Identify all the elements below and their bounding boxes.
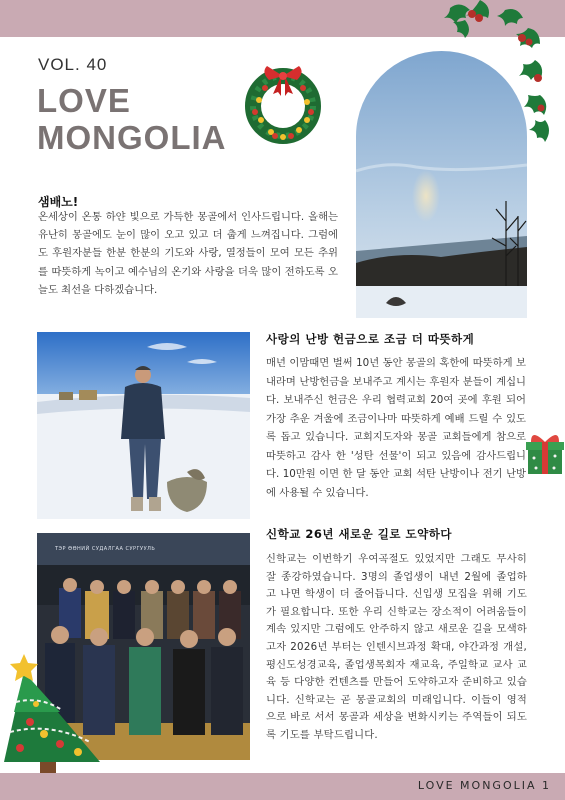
photo-man-in-snow <box>37 332 250 519</box>
page-title <box>37 82 226 156</box>
title-line-1: LOVE <box>37 82 131 119</box>
arch-photo-sun-halo <box>356 51 527 318</box>
greeting-body: 온세상이 온통 하얀 빛으로 가득한 몽골에서 인사드립니다. 올해는 유난히 몽골에도 눈이 많이 오고 있고 더 춥게 느껴집니다. 그럼에도 후원자분들 한분 한분의 기도와 사랑, 열정들이 모여 모든 추위를 따뜻하게 녹이고 예수님의 온기와 사랑을 더욱 많이 전하도록 오늘도 최선을 다하겠습니다. <box>38 211 338 296</box>
gift-icon <box>524 428 565 476</box>
section2-heading: 신학교 26년 새로운 길로 도약하다 <box>266 527 452 541</box>
volume-number: VOL. 40 <box>38 55 108 74</box>
photo-sign-text: ТЭР ӨӨНИЙ СУДАЛГАА СУРГУУЛЬ <box>55 546 156 552</box>
greeting-title: 샘배노! <box>38 195 79 209</box>
title-line-2: MONGOLIA <box>37 119 227 156</box>
christmas-tree-icon <box>0 652 110 773</box>
section1-body: 매년 이맘때면 벌써 10년 동안 몽골의 혹한에 따뜻하게 보내라며 난방헌금을 보내주고 계시는 후원자 분들이 계십니다. 보내주신 헌금은 우리 협력교회 20여 곳에 후원 되어 가장 추운 겨울에 조금이나마 따뜻하게 예배 드릴 수 있도록 돕고 있습니다. 교회지도자와 몽골 교회들에게 참으로 따뜻하고 감사 한 '성탄 선물'이 되고 있음에 감사드립니다. 10만원 이면 한 달 동안 교회 석탄 난방이나 전기 난방에 사용될 수 있습니다. <box>266 357 526 499</box>
footer-label: LOVE MONGOLIA 1 <box>417 779 551 792</box>
section2-body: 신학교는 이번학기 우여곡절도 있었지만 그래도 무사히 잘 종강하였습니다. 3명의 졸업생이 내년 2월에 졸업하고 나면 학생이 더 줄어듭니다. 신입생 모집을 위해 기도가 필요합니다. 또한 우리 신학교는 장소적이 어려움들이 계속 있지만 그럼에도 안주하지 않고 새로운 길을 모색하고자 2026년 부터는 인텐시브과정 확대, 야간과정 개설, 평신도성경교육, 졸업생목회자 재교육, 주일학교 교사 교육 등 다양한 컨텐츠를 만들어 도약하고자 준비하고 있습니다. 신학교는 곧 몽골교회의 미래입니다. 이들이 영적으로 바로 서서 몽골과 세상을 변화시키는 주역들이 되도록 기도를 부탁드립니다. <box>266 553 527 741</box>
wreath-icon <box>241 60 325 144</box>
section1-heading: 사랑의 난방 헌금으로 조금 더 따뜻하게 <box>266 332 475 346</box>
